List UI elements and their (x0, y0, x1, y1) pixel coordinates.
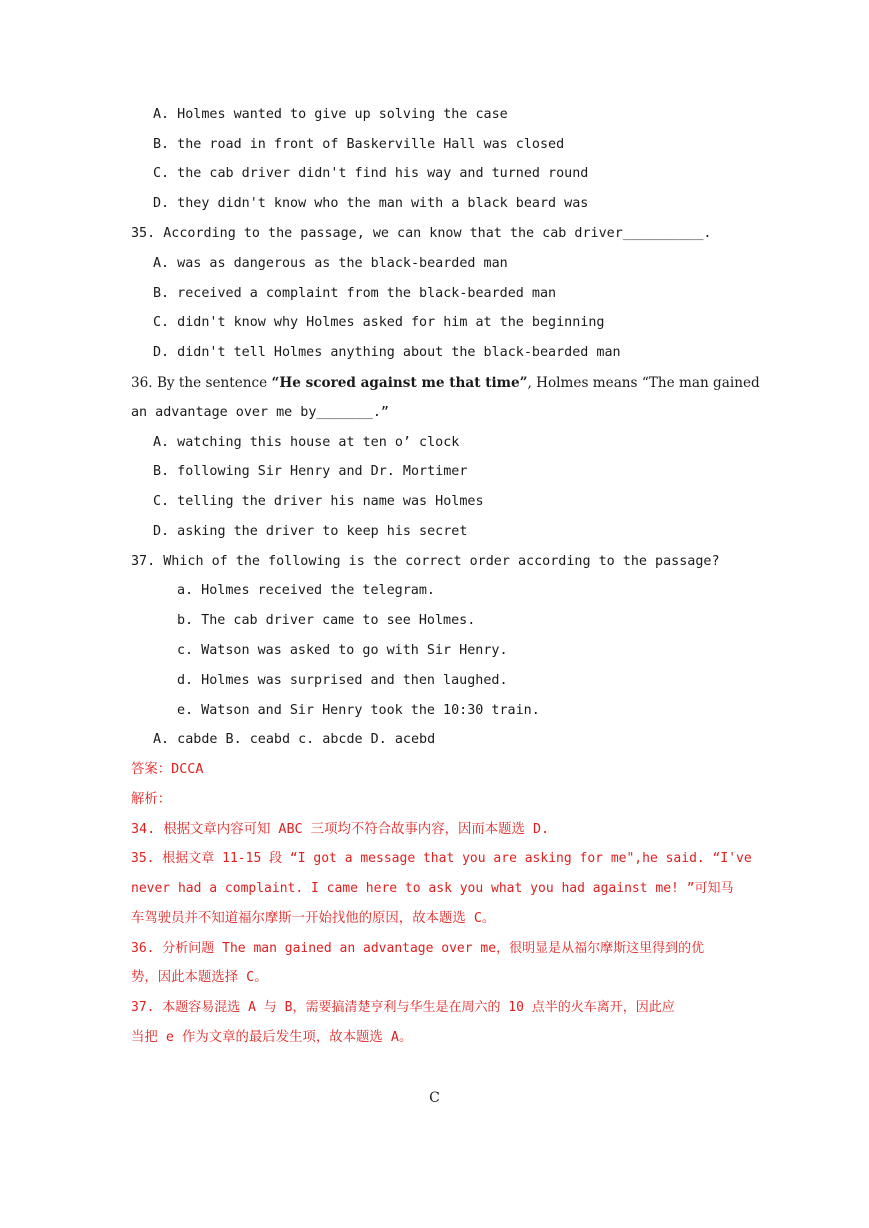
q34-option-c: C. the cab driver didn't find his way and turned round (153, 166, 589, 181)
q37-event-b: b. The cab driver came to see Holmes. (177, 613, 476, 628)
q36-stem-prefix: 36. By the sentence (131, 375, 272, 391)
q35-stem: 35. According to the passage, we can know that the cab driver__________. (131, 226, 712, 241)
q35-option-c: C. didn't know why Holmes asked for him at the beginning (153, 315, 605, 330)
q37-event-c: c. Watson was asked to go with Sir Henry. (177, 643, 508, 658)
analysis-line-35b: never had a complaint. I came here to ask you what you had against me! ”可知马 (131, 881, 734, 896)
q34-option-a: A. Holmes wanted to give up solving the case (153, 107, 508, 122)
answer-label: 答案：DCCA (131, 762, 204, 777)
q35-option-a: A. was as dangerous as the black-bearded man (153, 256, 508, 271)
q37-event-d: d. Holmes was surprised and then laughed. (177, 673, 508, 688)
q37-options: A. cabde B. ceabd c. abcde D. acebd (153, 732, 436, 747)
q36-option-c: C. telling the driver his name was Holmes (153, 494, 484, 509)
analysis-line-37b: 当把 e 作为文章的最后发生项，故本题选 A。 (131, 1030, 413, 1045)
q37-stem: 37. Which of the following is the correct order according to the passage? (131, 554, 720, 569)
q36-stem-suffix: , Holmes means “The man gained (527, 375, 760, 391)
q36-stem-line2: an advantage over me by_______.” (131, 405, 389, 420)
q37-event-e: e. Watson and Sir Henry took the 10:30 train. (177, 703, 540, 718)
analysis-line-34: 34. 根据文章内容可知 ABC 三项均不符合故事内容，因而本题选 D. (131, 822, 550, 837)
analysis-line-36b: 势，因此本题选择 C。 (131, 970, 268, 985)
q36-option-b: B. following Sir Henry and Dr. Mortimer (153, 464, 468, 479)
q36-option-a: A. watching this house at ten o’ clock (153, 435, 460, 450)
analysis-line-36a: 36. 分析问题 The man gained an advantage over me，很明显是从福尔摩斯这里得到的优 (131, 941, 705, 956)
analysis-label: 解析： (131, 792, 172, 807)
analysis-line-35c: 车驾驶员并不知道福尔摩斯一开始找他的原因，故本题选 C。 (131, 911, 496, 926)
q35-option-b: B. received a complaint from the black-bearded man (153, 286, 557, 301)
q35-option-d: D. didn't tell Holmes anything about the black-bearded man (153, 345, 621, 360)
analysis-line-37a: 37. 本题容易混选 A 与 B，需要搞清楚亨利与华生是在周六的 10 点半的火车离开，因此应 (131, 1000, 675, 1015)
section-label: C (429, 1090, 440, 1106)
q34-option-d: D. they didn't know who the man with a black beard was (153, 196, 589, 211)
q37-event-a: a. Holmes received the telegram. (177, 583, 435, 598)
q34-option-b: B. the road in front of Baskerville Hall was closed (153, 137, 565, 152)
q36-option-d: D. asking the driver to keep his secret (153, 524, 468, 539)
analysis-line-35a: 35. 根据文章 11-15 段 “I got a message that you are asking for me",he said. “I've (131, 851, 752, 866)
q36-stem-quote: “He scored against me that time” (271, 375, 528, 391)
q36-stem (131, 374, 760, 392)
